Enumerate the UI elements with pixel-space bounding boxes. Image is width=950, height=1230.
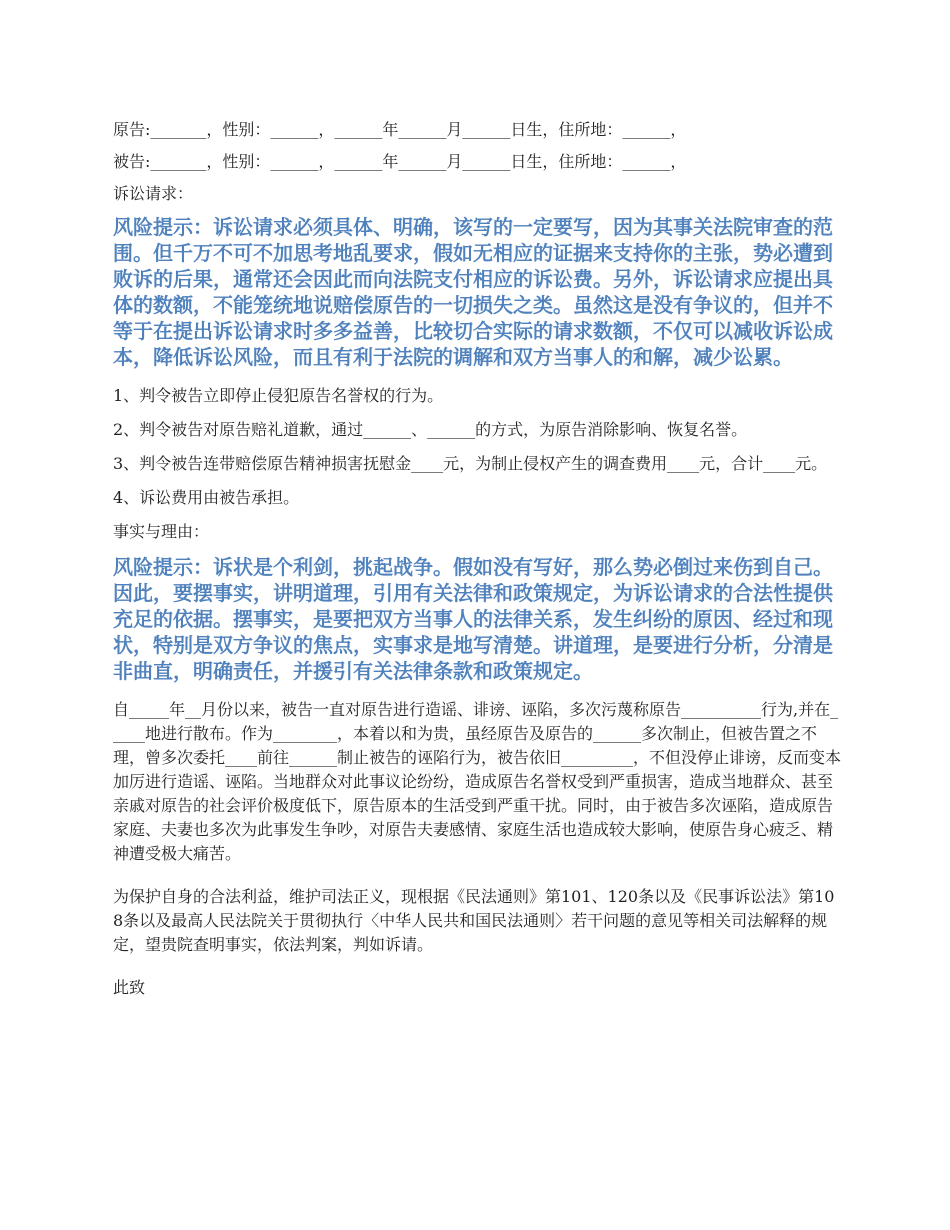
- facts-body: 自_____年__月份以来，被告一直对原告进行造谣、诽谤、诬陷，多次污蔑称原告__________行为,并在_____地进行散布。作为________，本着以和为贵，虽经原告及原告的______多次制止，但被告置之不理，曾多次委托____前往______制止被告的诬陷行为，被告依旧_________，不但没停止诽谤，反而变本加厉进行造谣、诬陷。当地群众对此事议论纷纷，造成原告名誉权受到严重损害，造成当地群众、甚至亲戚对原告的社会评价极度低下，原告原本的生活受到严重干扰。同时，由于被告多次诬陷，造成原告家庭、夫妻也多次为此事发生争吵，对原告夫妻感情、家庭生活也造成较大影响，使原告身心疲乏、精神遭受极大痛苦。: [113, 700, 842, 863]
- risk-tip-facts: 风险提示：诉状是个利剑，挑起战争。假如没有写好，那么势必倒过来伤到自己。因此，要摆事实，讲明道理，引用有关法律和政策规定，为诉讼请求的合法性提供充足的依据。摆事实，是要把双方当事人的法律关系，发生纠纷的原因、经过和现状，特别是双方争议的焦点，实事求是地写清楚。讲道理，是要进行分析，分清是非曲直，明确责任，并援引有关法律条款和政策规定。: [113, 555, 833, 683]
- risk-tip-claims: 风险提示：诉讼请求必须具体、明确，该写的一定要写，因为其事关法院审查的范围。但千万不可不加思考地乱要求，假如无相应的证据来支持你的主张，势必遭到败诉的后果，通常还会因此而向法院支付相应的诉讼费。另外，诉讼请求应提出具体的数额，不能笼统地说赔偿原告的一切损失之类。虽然这是没有争议的，但并不等于在提出诉讼请求时多多益善，比较切合实际的请求数额，不仅可以减收诉讼成本，降低诉讼风险，而且有利于法院的调解和双方当事人的和解，减少讼累。: [113, 215, 833, 369]
- complaint-document: [113, 118, 841, 1000]
- claims-heading: 诉讼请求：: [113, 184, 194, 203]
- defendant-info-line: 被告:_______，性别：______，______年______月______日生，住所地：______，: [113, 152, 687, 171]
- claim-item-4: 4、诉讼费用由被告承担。: [113, 488, 300, 507]
- claim-item-1: 1、判令被告立即停止侵犯原告名誉权的行为。: [113, 386, 444, 405]
- claim-item-3: 3、判令被告连带赔偿原告精神损害抚慰金____元，为制止侵权产生的调查费用____元，合计____元。: [113, 454, 828, 473]
- facts-heading: 事实与理由：: [113, 522, 210, 541]
- claim-item-2: 2、判令被告对原告赔礼道歉，通过______、______的方式，为原告消除影响、恢复名誉。: [113, 420, 748, 439]
- plaintiff-info-line: 原告:_______，性别：______，______年______月______日生，住所地：______，: [113, 120, 687, 139]
- legal-basis: 为保护自身的合法利益，维护司法正义，现根据《民法通则》第101、120条以及《民事诉讼法》第108条以及最高人民法院关于贯彻执行〈中华人民共和国民法通则〉若干问题的意见等相关司法解释的规定，望贵院查明事实，依法判案，判如诉请。: [113, 887, 835, 954]
- closing-salutation: 此致: [113, 978, 146, 997]
